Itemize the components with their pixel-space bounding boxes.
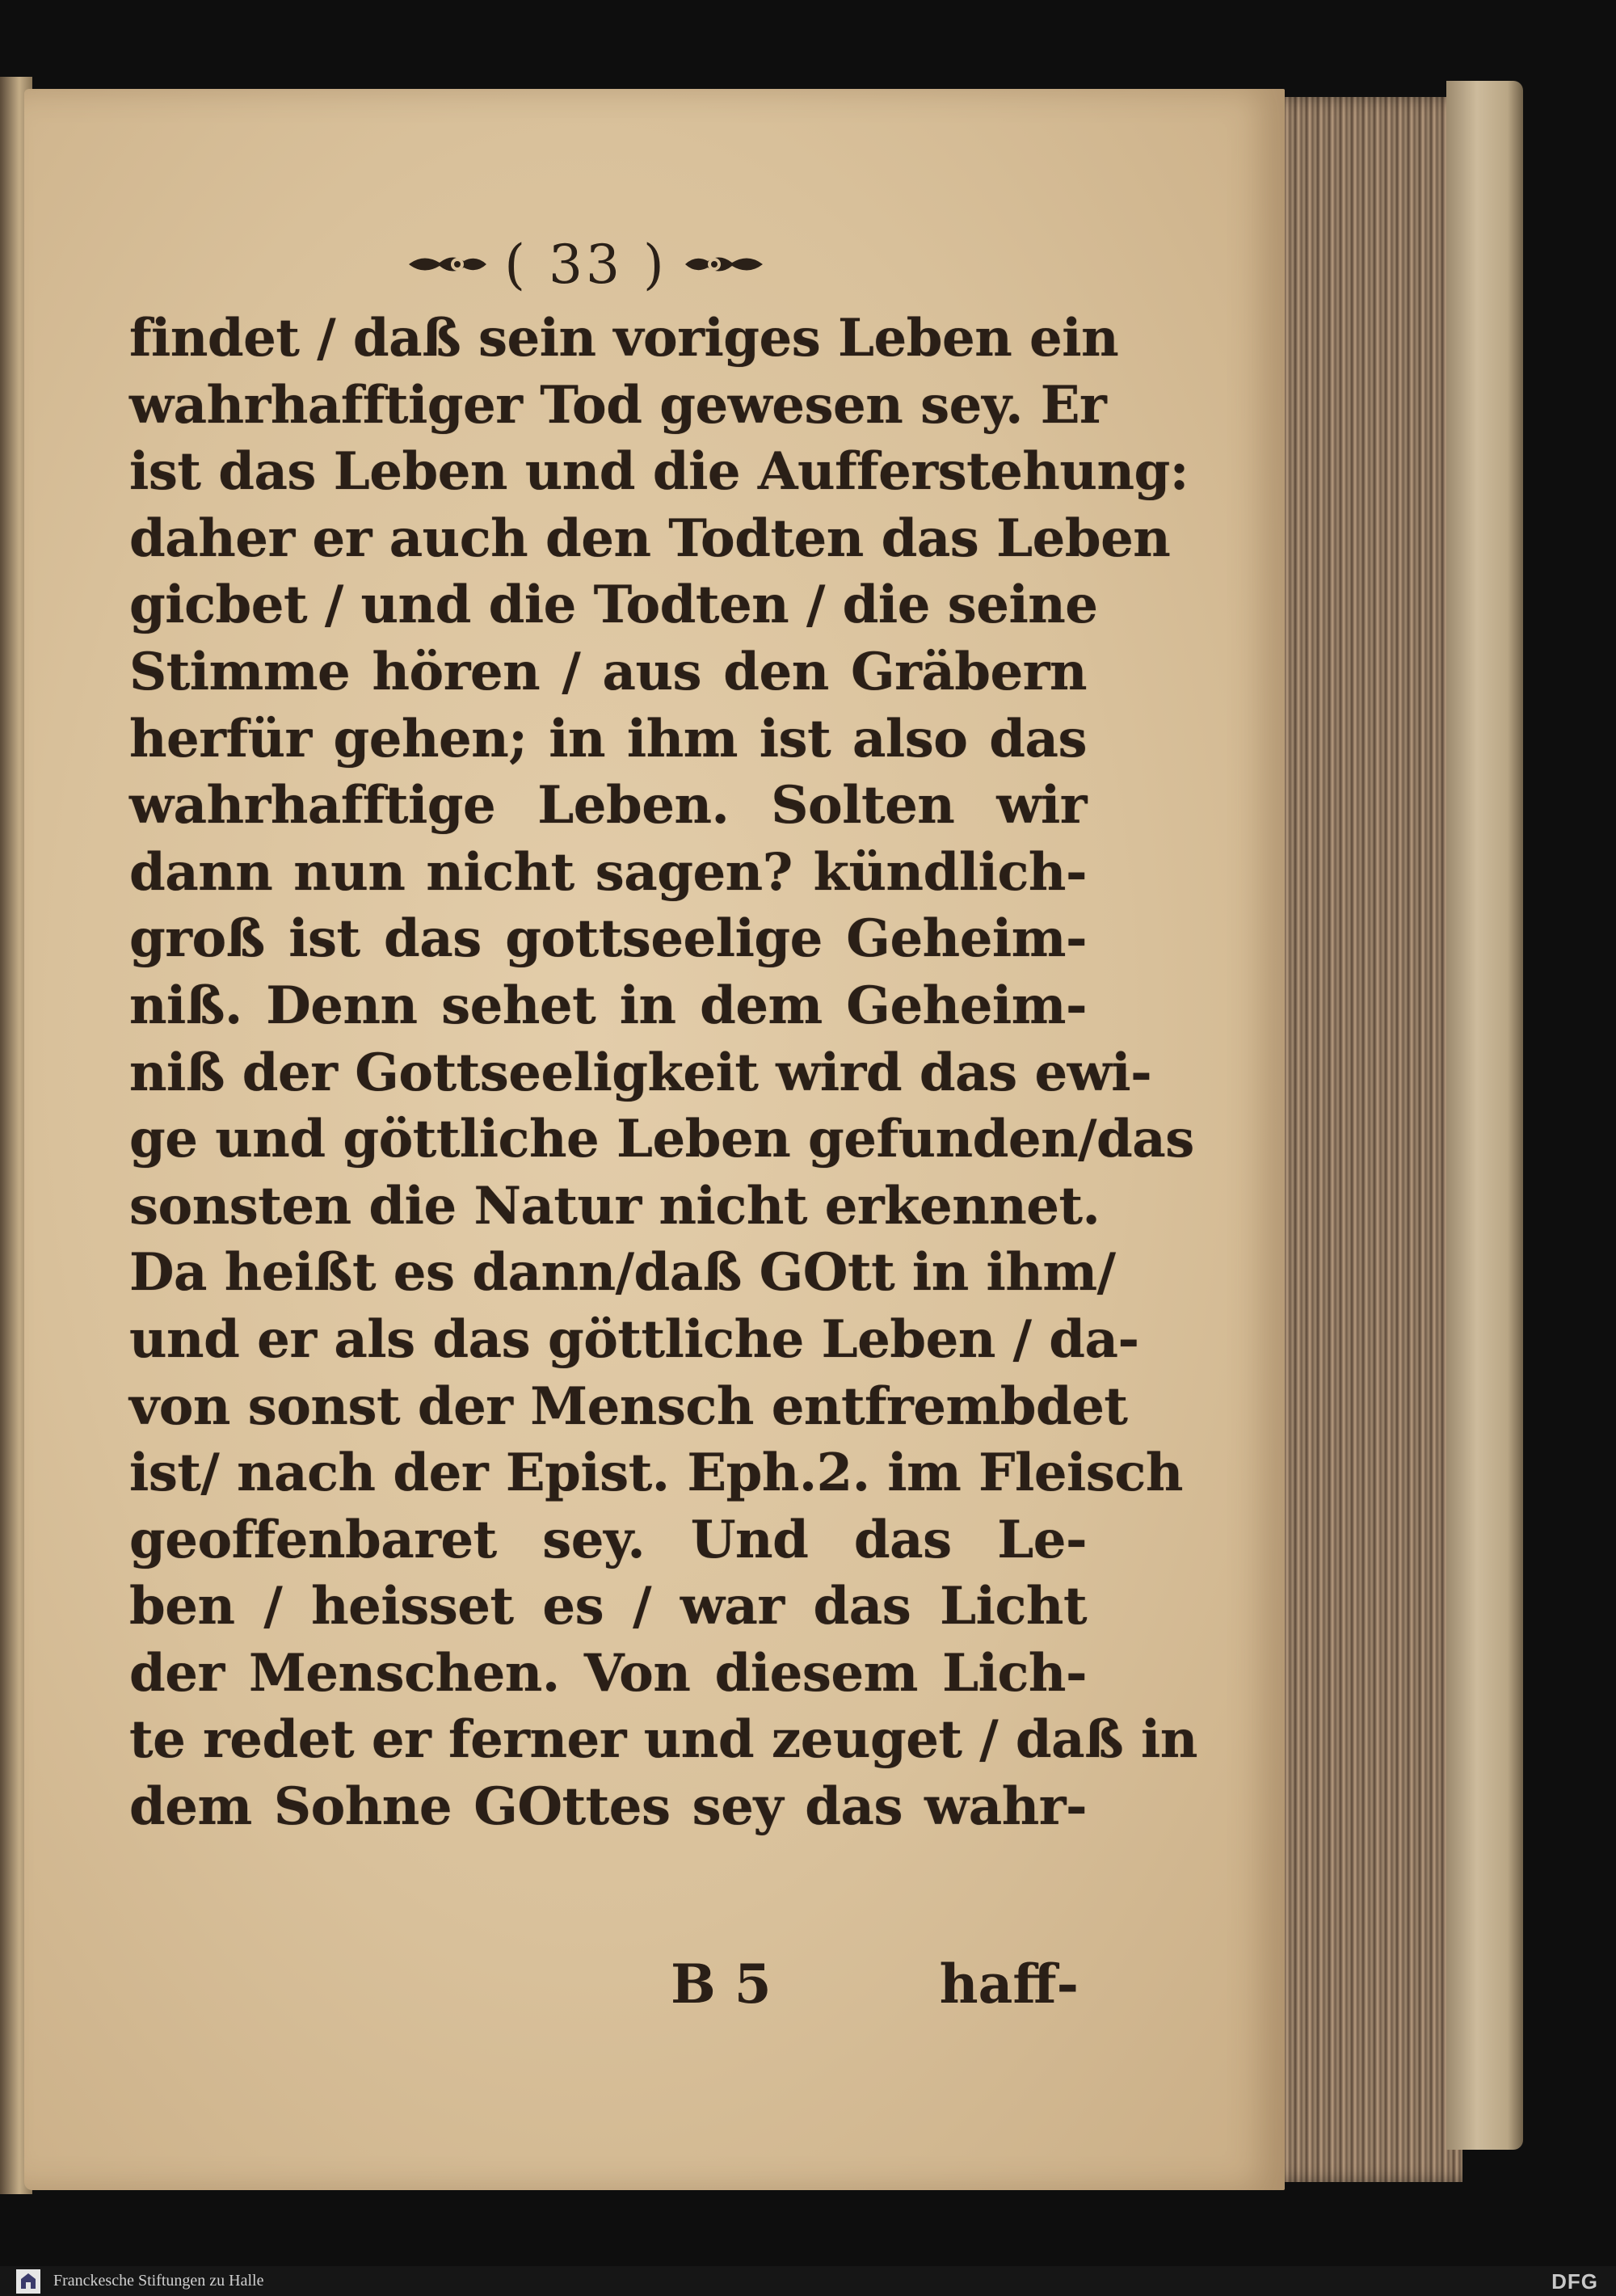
text-line: findet / daß sein voriges Leben ein [129, 308, 1119, 369]
text-line: ist/ nach der Epist. Eph.2. im Fleisch [129, 1443, 1183, 1504]
text-line: niß. Denn sehet in dem Geheim- [129, 975, 1087, 1036]
text-line: Stimme hören / aus den Gräbern [129, 641, 1087, 702]
text-line: groß ist das gottseelige Geheim- [129, 908, 1087, 970]
signature-mark: B 5 [671, 1953, 772, 2016]
page-header [396, 228, 776, 301]
text-line: te redet er ferner und zeuget / daß in [129, 1709, 1197, 1771]
viewer-footer-bar [0, 2266, 1616, 2296]
institution-name: Franckesche Stiftungen zu Halle [53, 2272, 264, 2290]
page-footer [129, 1948, 1087, 2020]
text-line: ge und göttliche Leben gefunden/das [129, 1109, 1194, 1170]
text-line: daher er auch den Todten das Leben [129, 508, 1171, 569]
right-ornament-icon [684, 248, 764, 280]
institution-logo-icon [16, 2269, 40, 2294]
text-line: von sonst der Mensch entfrembdet [129, 1375, 1128, 1437]
text-line: herfür gehen; in ihm ist also das [129, 708, 1087, 769]
text-line: sonsten die Natur nicht erkennet. [129, 1175, 1100, 1236]
body-text [129, 305, 1197, 1841]
text-line: wahrhafftige Leben. Solten wir [129, 775, 1087, 836]
text-line: ben / heisset es / war das Licht [129, 1576, 1087, 1637]
text-line: Da heißt es dann/daß GOtt in ihm/ [129, 1242, 1116, 1304]
page-number: ( 33 ) [504, 233, 667, 296]
right-cover [1446, 81, 1523, 2150]
text-line: dann nun nicht sagen? kündlich- [129, 841, 1087, 903]
dfg-logo: DFG [1551, 2269, 1598, 2294]
text-line: der Menschen. Von diesem Lich- [129, 1642, 1087, 1704]
text-line: und er als das göttliche Leben / da- [129, 1308, 1139, 1370]
text-line: niß der Gottseeligkeit wird das ewi- [129, 1042, 1152, 1103]
left-ornament-icon [407, 248, 488, 280]
catchword: haff- [939, 1953, 1079, 2016]
text-line: wahrhafftiger Tod gewesen sey. Er [129, 374, 1107, 436]
text-line: dem Sohne GOttes sey das wahr- [129, 1776, 1087, 1838]
text-line: ist das Leben und die Aufferstehung: [129, 441, 1189, 503]
text-line: gicbet / und die Todten / die seine [129, 575, 1098, 636]
text-line: geoffenbaret sey. Und das Le- [129, 1509, 1087, 1570]
